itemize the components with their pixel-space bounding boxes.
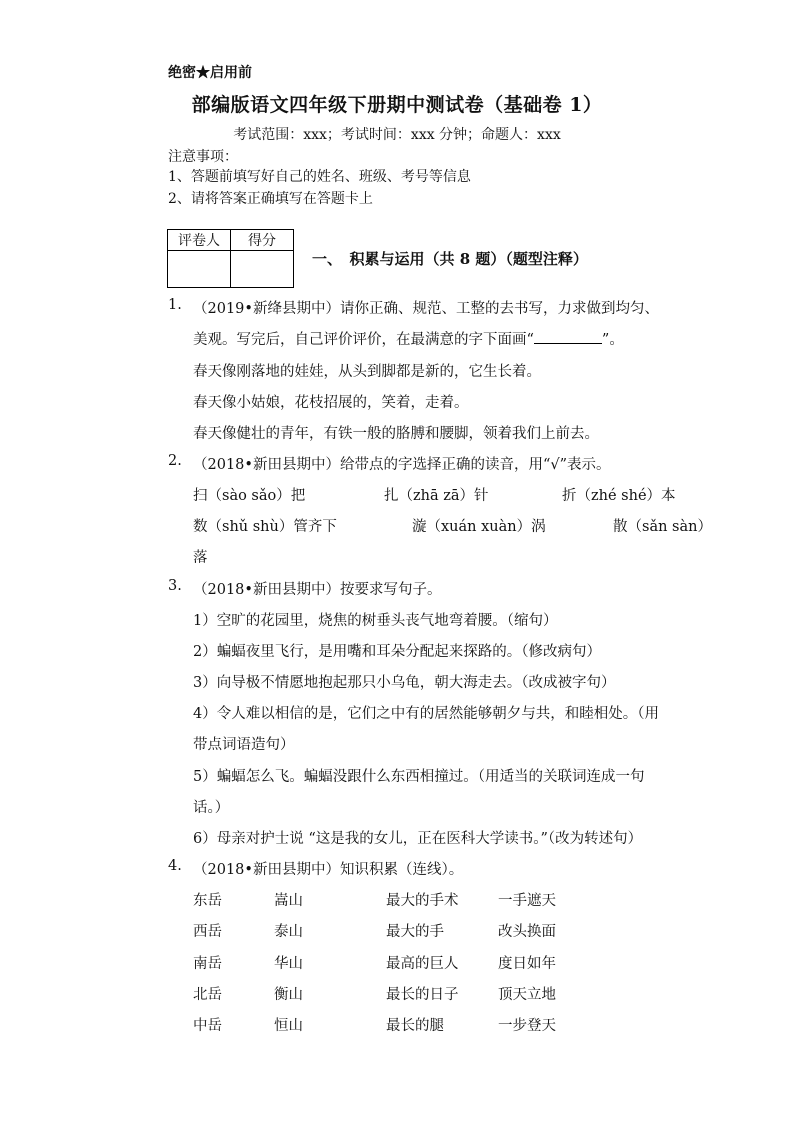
matching-item[interactable]: 最大的手 <box>386 924 444 940</box>
matching-item[interactable]: 北岳 <box>193 987 222 1003</box>
sub-question-continued: 话。） <box>193 800 230 816</box>
matching-item[interactable]: 顶天立地 <box>498 987 556 1003</box>
question-number: 1. <box>168 297 182 313</box>
sub-question: 4）令人难以相信的是，它们之中有的居然能够朝夕与共，和睦相处。（用 <box>193 706 659 722</box>
matching-item[interactable]: 最长的日子 <box>386 987 459 1003</box>
pronunciation-item-wrap: 落 <box>193 550 208 566</box>
matching-item[interactable]: 一手遮天 <box>498 893 556 909</box>
section-heading: 一、 积累与运用（共 8 题）（题型注释） <box>312 250 588 268</box>
confidential-label: 绝密★启用前 <box>168 65 252 81</box>
pronunciation-item: 扫（sào sǎo）把 <box>193 488 306 504</box>
sub-question: 1）空旷的花园里，烧焦的树垂头丧气地弯着腰。（缩句） <box>193 613 558 629</box>
score-header: 得分 <box>231 230 294 251</box>
pronunciation-item: 扎（zhā zā）针 <box>384 488 489 504</box>
sub-question: 5）蝙蝠怎么飞。蝙蝠没跟什么东西相撞过。（用适当的关联词连成一句 <box>193 769 645 785</box>
matching-item[interactable]: 度日如年 <box>498 956 556 972</box>
matching-item[interactable]: 嵩山 <box>274 893 303 909</box>
question-stem: （2018•新田县期中）按要求写句子。 <box>193 582 442 598</box>
matching-item[interactable]: 南岳 <box>193 956 222 972</box>
matching-item[interactable]: 最高的巨人 <box>386 956 459 972</box>
sub-question: 6）母亲对护士说 “这是我的女儿，正在医科大学读书。”（改为转述句） <box>193 831 643 847</box>
question-stem: （2018•新田县期中）给带点的字选择正确的读音，用“√”表示。 <box>193 457 611 473</box>
note-item: 1、答题前填写好自己的姓名、班级、考号等信息 <box>168 169 471 185</box>
pronunciation-item: 数（shǔ shù）管齐下 <box>193 519 337 535</box>
matching-item[interactable]: 改头换面 <box>498 924 556 940</box>
score-table <box>167 229 294 288</box>
matching-item[interactable]: 泰山 <box>274 924 303 940</box>
question-number: 2. <box>168 453 182 469</box>
exam-meta: 考试范围：xxx；考试时间：xxx 分钟；命题人：xxx <box>233 127 561 143</box>
question-number: 3. <box>168 578 182 594</box>
sub-question-continued: 带点词语造句） <box>193 737 295 753</box>
matching-item[interactable]: 最长的腿 <box>386 1018 444 1034</box>
question-stem: （2019•新绛县期中）请你正确、规范、工整的去书写，力求做到均匀、 <box>193 301 659 317</box>
matching-item[interactable]: 中岳 <box>193 1018 222 1034</box>
stem-text-end: ”。 <box>601 332 624 348</box>
question-number: 4. <box>168 858 182 874</box>
matching-item[interactable]: 最大的手术 <box>386 893 459 909</box>
matching-item[interactable]: 华山 <box>274 956 303 972</box>
grader-cell[interactable] <box>168 251 231 288</box>
matching-item[interactable]: 一步登天 <box>498 1018 556 1034</box>
answer-blank[interactable] <box>534 331 602 344</box>
question-stem-continued <box>193 328 624 349</box>
exam-title: 部编版语文四年级下册期中测试卷（基础卷 1） <box>191 94 603 116</box>
notes-heading: 注意事项： <box>168 149 238 165</box>
matching-item[interactable]: 恒山 <box>274 1018 303 1034</box>
pronunciation-item: 漩（xuán xuàn）涡 <box>412 519 546 535</box>
pronunciation-item: 散（sǎn sàn） <box>613 519 712 535</box>
sub-question: 2）蝙蝠夜里飞行，是用嘴和耳朵分配起来探路的。（修改病句） <box>193 644 601 660</box>
note-item: 2、请将答案正确填写在答题卡上 <box>168 191 373 207</box>
grader-header: 评卷人 <box>168 230 231 251</box>
question-stem: （2018•新田县期中）知识积累（连线）。 <box>193 862 464 878</box>
stem-text: 美观。写完后，自己评价评价，在最满意的字下面画“ <box>193 332 534 348</box>
sentence: 春天像健壮的青年，有铁一般的胳膊和腰脚，领着我们上前去。 <box>193 426 599 442</box>
sub-question: 3）向导极不情愿地抱起那只小乌龟，朝大海走去。（改成被字句） <box>193 675 616 691</box>
score-cell[interactable] <box>231 251 294 288</box>
sentence: 春天像小姑娘，花枝招展的，笑着，走着。 <box>193 395 469 411</box>
sentence: 春天像刚落地的娃娃，从头到脚都是新的，它生长着。 <box>193 364 541 380</box>
matching-item[interactable]: 西岳 <box>193 924 222 940</box>
pronunciation-item: 折（zhé shé）本 <box>562 488 676 504</box>
matching-item[interactable]: 衡山 <box>274 987 303 1003</box>
matching-item[interactable]: 东岳 <box>193 893 222 909</box>
